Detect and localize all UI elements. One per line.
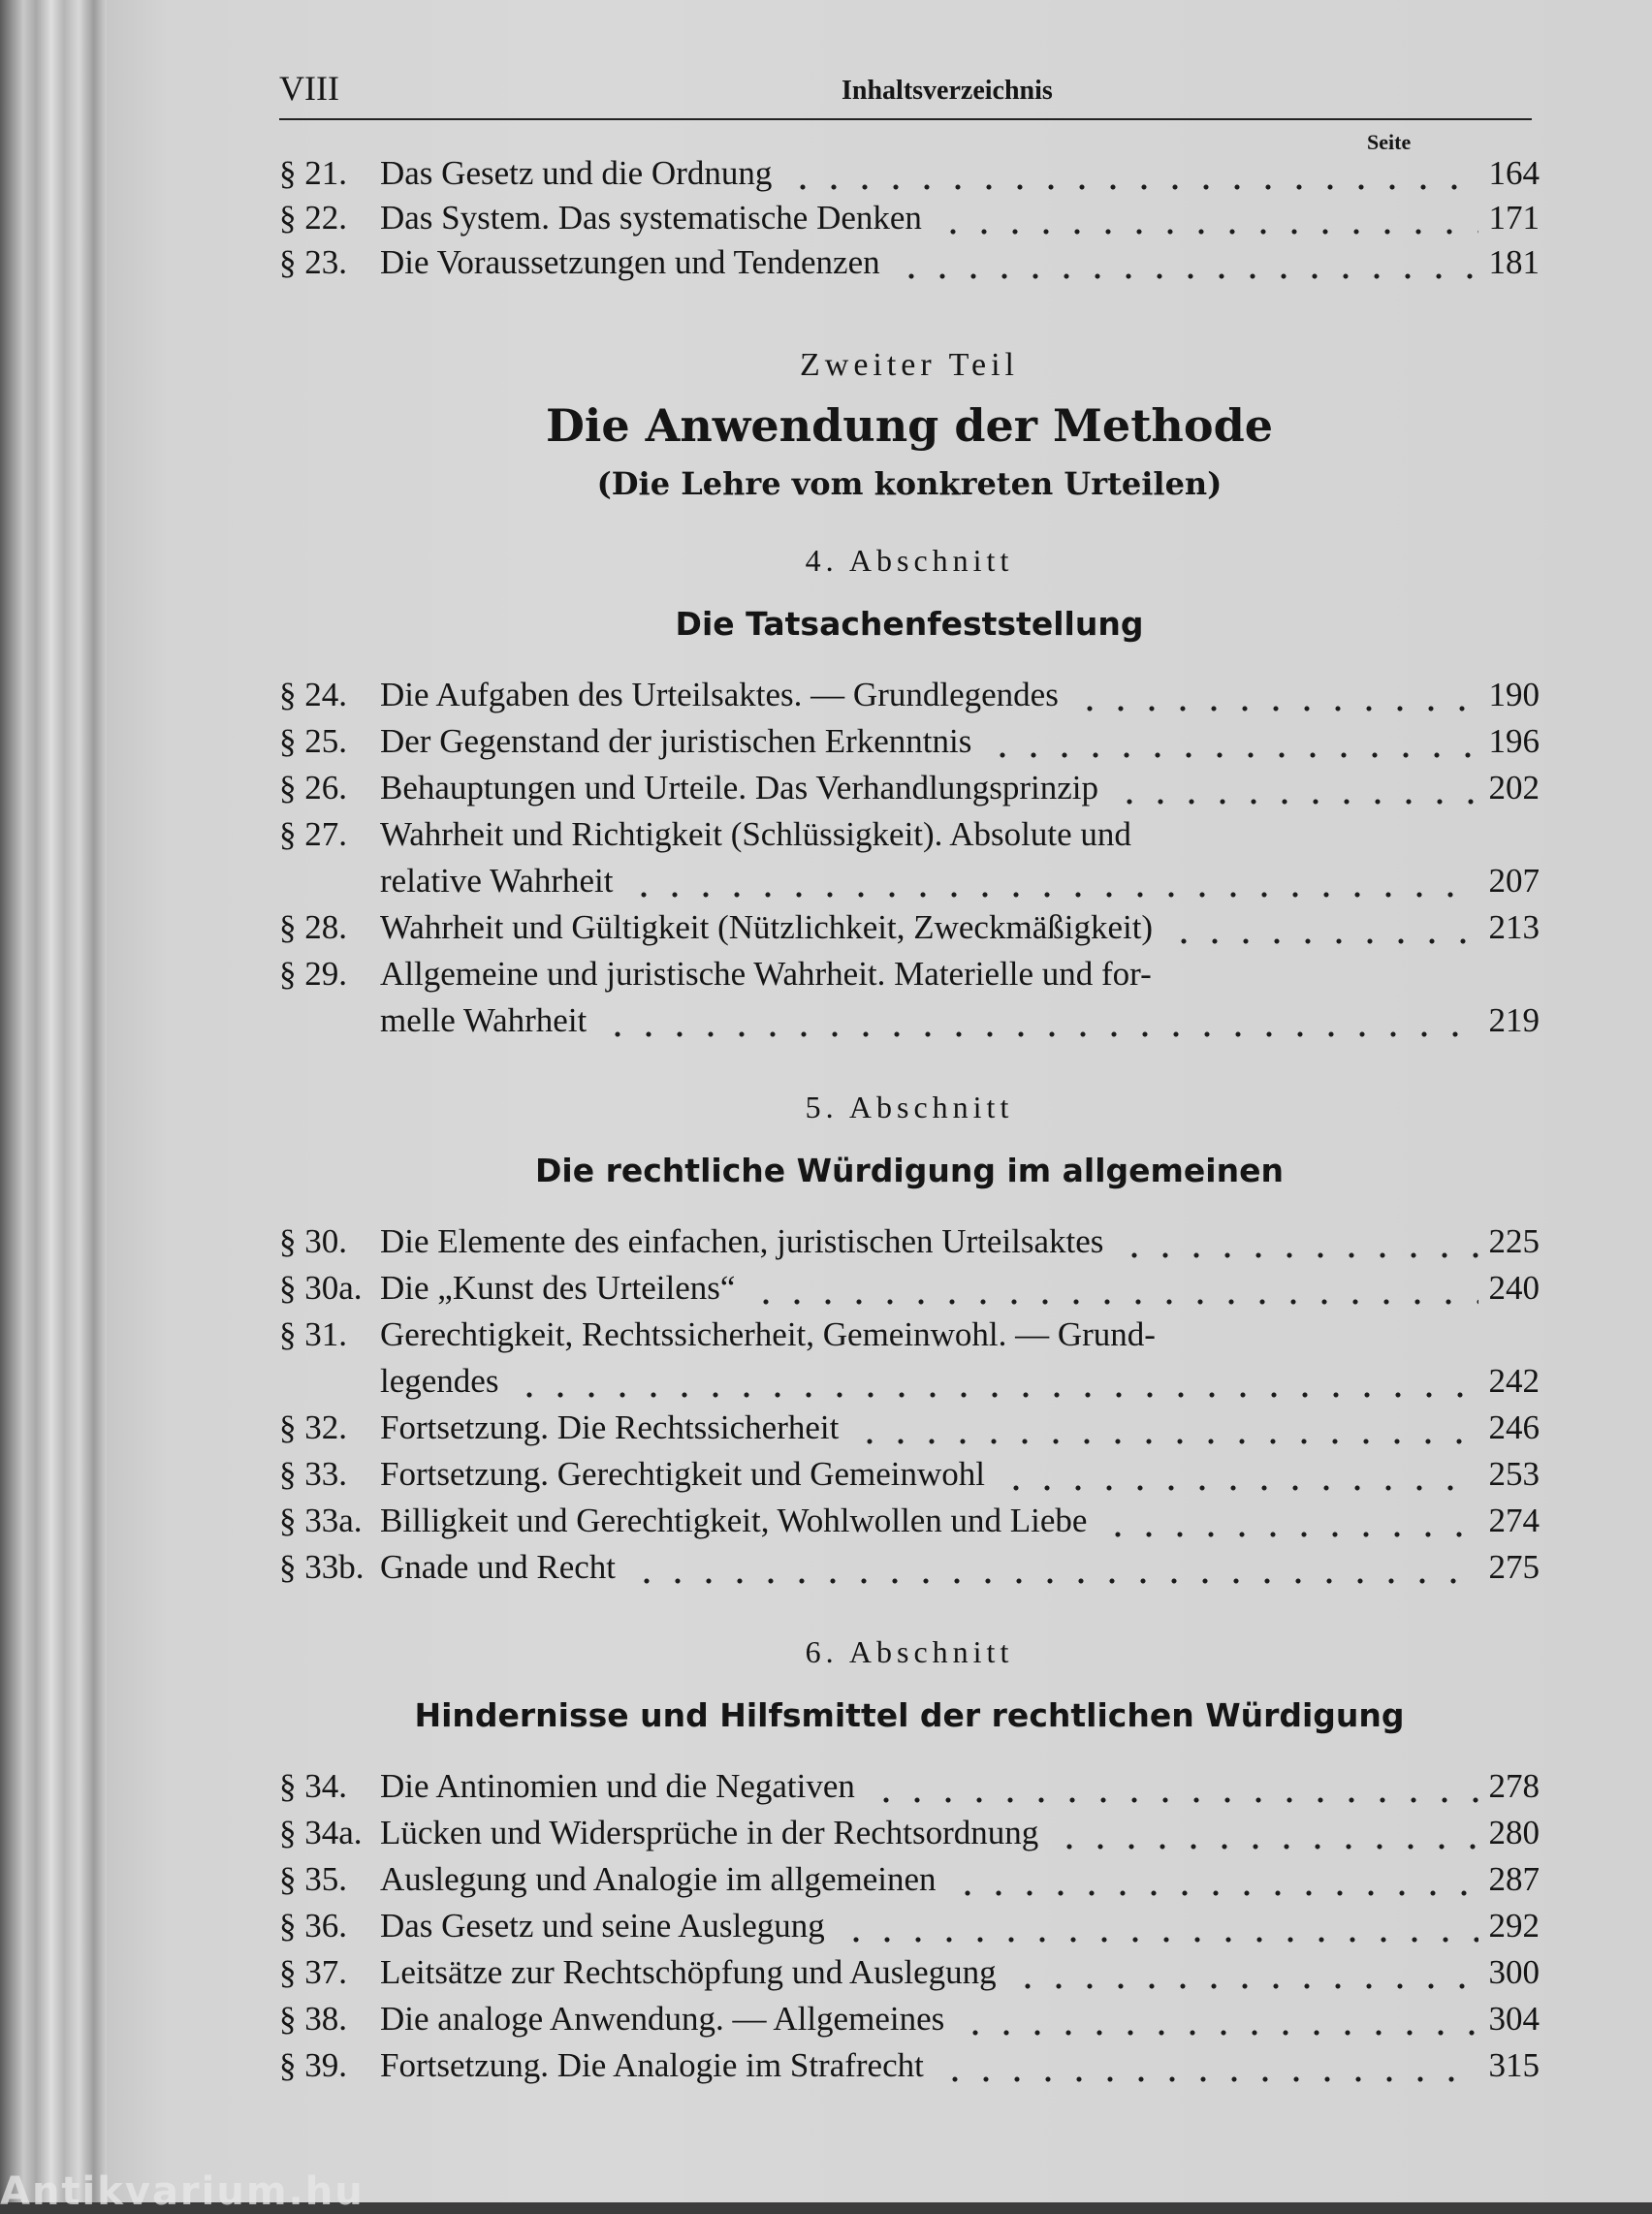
- toc-entry: [279, 905, 1540, 950]
- entry-title: Billigkeit und Gerechtigkeit, Wohlwollen und Liebe: [380, 1502, 1088, 1539]
- entry-page-number: 171: [1488, 199, 1540, 237]
- entry-page-number: 246: [1488, 1408, 1540, 1446]
- section-4-label: 4. Abschnitt: [805, 543, 1014, 578]
- dot-leader: [1054, 1815, 1478, 1853]
- toc-entry: [279, 1950, 1540, 1995]
- dot-leader: [514, 1363, 1478, 1402]
- page-number: VIII: [279, 69, 339, 108]
- entry-page-number: 225: [1488, 1222, 1540, 1260]
- section-number: § 39.: [279, 2046, 347, 2084]
- toc-entry: [279, 766, 1540, 810]
- entry-title-continued: melle Wahrheit: [380, 1001, 588, 1039]
- dot-leader: [1168, 909, 1478, 948]
- toc-entry: [279, 1406, 1540, 1450]
- section-number: § 33.: [279, 1455, 347, 1493]
- section-number: § 34a.: [279, 1814, 363, 1851]
- entry-page-number: 207: [1488, 862, 1540, 900]
- dot-leader: [631, 1549, 1478, 1588]
- running-title: Inhaltsverzeichnis: [842, 76, 1053, 106]
- dot-leader: [960, 2001, 1478, 2040]
- entry-title: Behauptungen und Urteile. Das Verhandlungsprinzip: [380, 769, 1098, 807]
- entry-page-number: 274: [1488, 1502, 1540, 1539]
- entry-page-number: 315: [1488, 2046, 1540, 2084]
- entry-title: Die „Kunst des Urteilens“: [380, 1269, 736, 1307]
- page-column-label: Seite: [1367, 130, 1412, 154]
- entry-page-number: 287: [1488, 1860, 1540, 1898]
- section-number: § 32.: [279, 1408, 347, 1446]
- entry-title: Wahrheit und Gültigkeit (Nützlichkeit, Zweckmäßigkeit): [380, 908, 1154, 946]
- section-number: § 27.: [279, 815, 347, 853]
- entry-title: Das Gesetz und die Ordnung: [380, 154, 773, 192]
- toc-entry: [279, 1997, 1540, 2041]
- toc-entry: [279, 2043, 1540, 2088]
- dot-leader: [937, 200, 1478, 238]
- entry-title: Fortsetzung. Die Analogie im Strafrecht: [380, 2046, 924, 2084]
- entry-page-number: 164: [1488, 154, 1540, 192]
- entry-page-number: 213: [1488, 908, 1540, 946]
- dot-leader: [871, 1768, 1478, 1807]
- dot-leader: [1102, 1502, 1478, 1541]
- section-number: § 25.: [279, 722, 347, 760]
- toc-entry: [279, 1904, 1540, 1948]
- entry-page-number: 300: [1488, 1953, 1540, 1991]
- toc-entry: [279, 151, 1540, 196]
- toc-entry: [279, 1219, 1540, 1264]
- entry-page-number: 292: [1488, 1907, 1540, 1945]
- part-title: Die Anwendung der Methode: [546, 399, 1273, 452]
- section-number: § 22.: [279, 199, 347, 237]
- toc-entry: [279, 240, 1540, 285]
- dot-leader: [1114, 770, 1478, 808]
- entry-title: Die analoge Anwendung. — Allgemeines: [380, 2000, 945, 2038]
- section-number: § 30.: [279, 1222, 347, 1260]
- entry-page-number: 219: [1488, 1001, 1540, 1039]
- section-number: § 38.: [279, 2000, 347, 2038]
- entry-title: Der Gegenstand der juristischen Erkenntnis: [380, 722, 972, 760]
- section-number: § 23.: [279, 243, 347, 281]
- section-number: § 21.: [279, 154, 347, 192]
- entry-title: Fortsetzung. Gerechtigkeit und Gemeinwohl: [380, 1455, 986, 1493]
- section-6-label: 6. Abschnitt: [805, 1634, 1014, 1669]
- entry-title: Das Gesetz und seine Auslegung: [380, 1907, 825, 1945]
- part-subtitle: (Die Lehre vom konkreten Urteilen): [596, 465, 1223, 502]
- entry-title: Leitsätze zur Rechtschöpfung und Auslegung: [380, 1953, 997, 1991]
- section-number: § 31.: [279, 1315, 347, 1353]
- section-5-label: 5. Abschnitt: [805, 1090, 1014, 1124]
- entry-page-number: 240: [1488, 1269, 1540, 1307]
- dot-leader: [787, 155, 1478, 194]
- entry-page-number: 275: [1488, 1548, 1540, 1586]
- toc-entry: [279, 952, 1540, 1039]
- dot-leader: [896, 244, 1478, 283]
- entry-title: Allgemeine und juristische Wahrheit. Materielle und for-: [380, 955, 1152, 993]
- section-number: § 26.: [279, 769, 347, 807]
- entry-title: Die Voraussetzungen und Tendenzen: [380, 243, 880, 281]
- entry-page-number: 190: [1488, 676, 1540, 713]
- dot-leader: [628, 863, 1478, 901]
- section-number: § 29.: [279, 955, 347, 993]
- section-number: § 28.: [279, 908, 347, 946]
- section-number: § 37.: [279, 1953, 347, 1991]
- dot-leader: [602, 1002, 1478, 1041]
- section-5-title: Die rechtliche Würdigung im allgemeinen: [535, 1152, 1284, 1189]
- dot-leader: [1119, 1223, 1478, 1262]
- section-number: § 33a.: [279, 1502, 363, 1539]
- toc-entry: [279, 673, 1540, 717]
- section-number: § 35.: [279, 1860, 347, 1898]
- dot-leader: [841, 1908, 1478, 1946]
- dot-leader: [750, 1270, 1478, 1309]
- section-6-title: Hindernisse und Hilfsmittel der rechtlichen Würdigung: [414, 1696, 1405, 1734]
- entry-title: Gnade und Recht: [380, 1548, 616, 1586]
- entry-page-number: 304: [1488, 2000, 1540, 2038]
- entry-title: Das System. Das systematische Denken: [380, 199, 922, 237]
- toc-entry: [279, 1452, 1540, 1497]
- section-number: § 33b.: [279, 1548, 365, 1586]
- section-number: § 24.: [279, 676, 347, 713]
- toc-entry: [279, 719, 1540, 764]
- entry-title: Auslegung und Analogie im allgemeinen: [380, 1860, 937, 1898]
- toc-entry: [279, 1811, 1540, 1855]
- toc-entry: [279, 812, 1540, 900]
- toc-entry: [279, 1499, 1540, 1543]
- toc-entry: [279, 1764, 1540, 1809]
- dot-leader: [1001, 1456, 1478, 1495]
- entry-page-number: 196: [1488, 722, 1540, 760]
- entry-page-number: 181: [1488, 243, 1540, 281]
- entry-page-number: 280: [1488, 1814, 1540, 1851]
- entry-title: Die Aufgaben des Urteilsaktes. — Grundlegendes: [380, 676, 1059, 713]
- toc-entry: [279, 1266, 1540, 1311]
- entry-page-number: 202: [1488, 769, 1540, 807]
- entry-page-number: 242: [1488, 1362, 1540, 1400]
- dot-leader: [952, 1861, 1478, 1900]
- part-label: Zweiter Teil: [800, 347, 1019, 383]
- dot-leader: [854, 1409, 1478, 1448]
- entry-title: Fortsetzung. Die Rechtssicherheit: [380, 1408, 840, 1446]
- section-number: § 34.: [279, 1767, 347, 1805]
- dot-leader: [939, 2047, 1478, 2086]
- entry-title: Wahrheit und Richtigkeit (Schlüssigkeit). Absolute und: [380, 815, 1131, 853]
- book-binding-edge: [0, 0, 107, 2202]
- entry-page-number: 253: [1488, 1455, 1540, 1493]
- dot-leader: [1074, 677, 1478, 715]
- entry-title: Die Elemente des einfachen, juristischen Urteilsaktes: [380, 1222, 1104, 1260]
- dot-leader: [987, 723, 1478, 762]
- entry-title: Die Antinomien und die Negativen: [380, 1767, 855, 1805]
- entry-title: Lücken und Widersprüche in der Rechtsordnung: [380, 1814, 1039, 1851]
- toc-entry: [279, 1545, 1540, 1590]
- section-number: § 36.: [279, 1907, 347, 1945]
- entry-page-number: 278: [1488, 1767, 1540, 1805]
- toc-entry: [279, 1857, 1540, 1902]
- dot-leader: [1012, 1954, 1478, 1993]
- toc-entry: [279, 1313, 1540, 1400]
- entry-title-continued: relative Wahrheit: [380, 862, 614, 900]
- entry-title: Gerechtigkeit, Rechtssicherheit, Gemeinwohl. — Grund-: [380, 1315, 1156, 1353]
- toc-entry: [279, 196, 1540, 240]
- page-header: [279, 68, 1532, 120]
- entry-title-continued: legendes: [380, 1362, 499, 1400]
- section-4-title: Die Tatsachenfeststellung: [675, 605, 1144, 643]
- watermark: Antikvarium.hu: [0, 2169, 365, 2214]
- section-number: § 30a.: [279, 1269, 363, 1307]
